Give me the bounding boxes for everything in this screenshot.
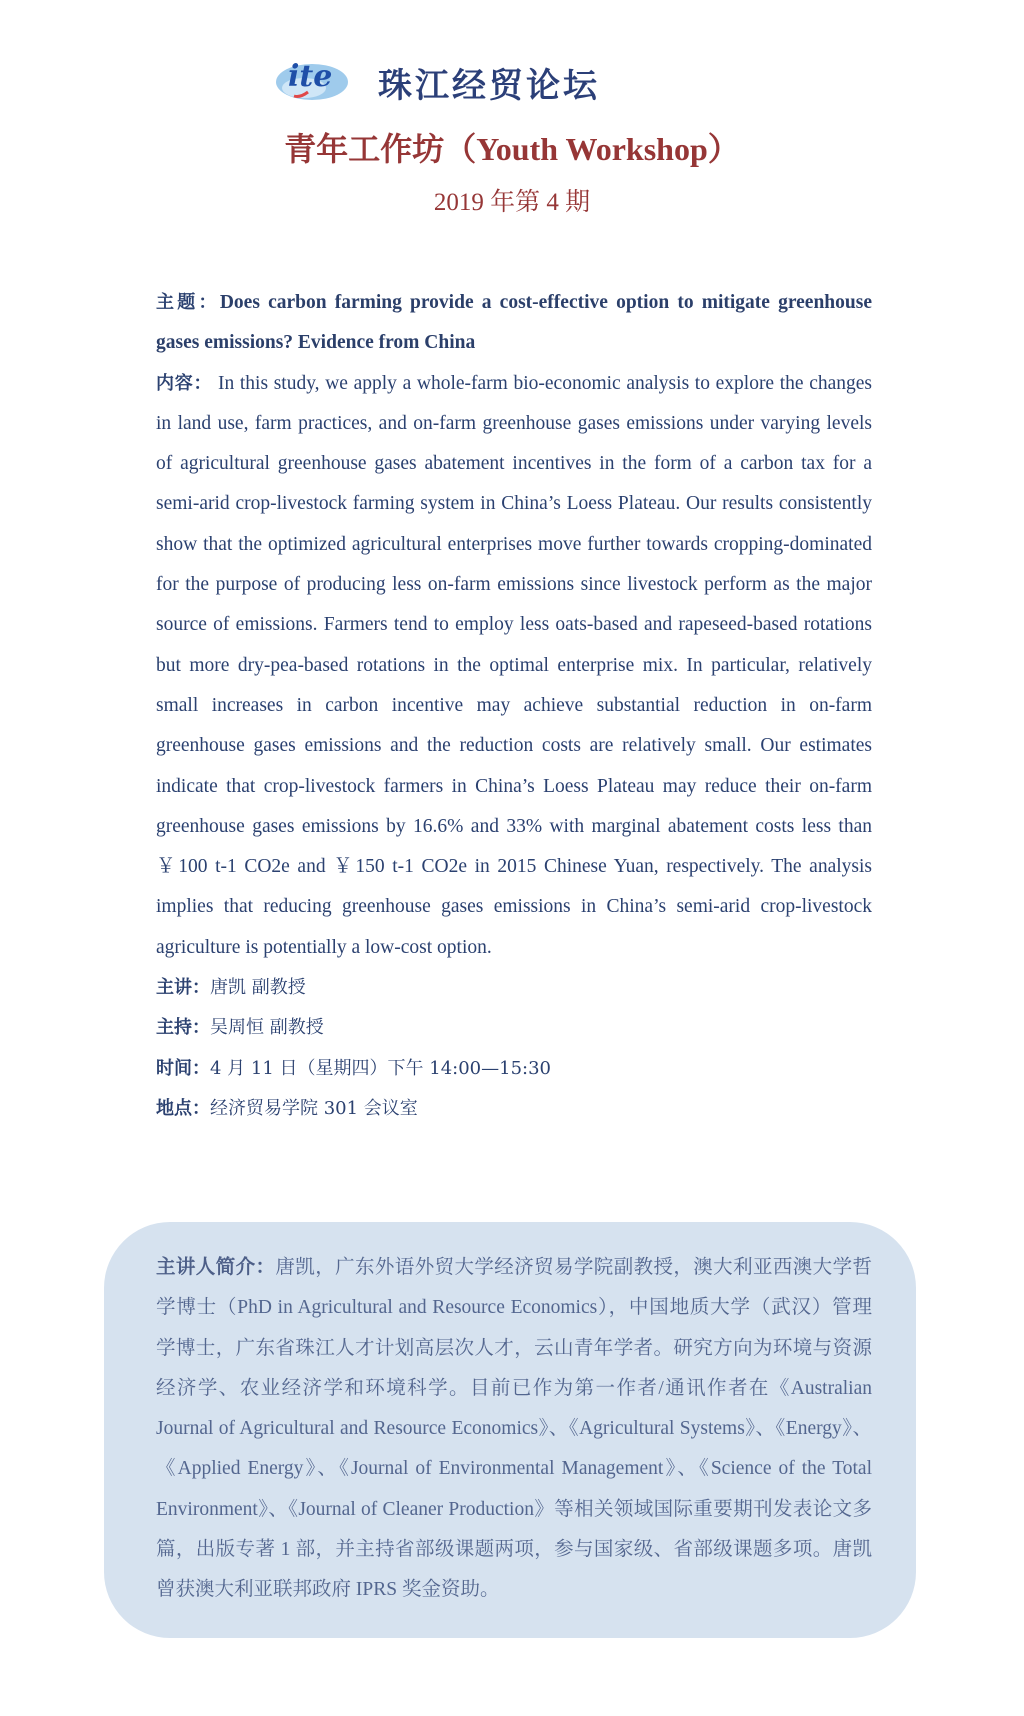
forum-title: 珠江经贸论坛 — [378, 66, 600, 106]
issue-number: 2019 年第 4 期 — [433, 189, 591, 216]
logo-text: ite — [288, 59, 333, 94]
host-value: 吴周恒 副教授 — [210, 1017, 324, 1039]
topic-paragraph — [156, 283, 872, 364]
content-text: In this study, we apply a whole-farm bio-economic analysis to explore the changes in land use, farm practices, and on-farm greenhouse gases emissions under varying levels of agricultural greenhouse gases abatement incentives in the form of a carbon tax for a semi-arid crop-livestock farming system in China’s Loess Plateau. Our results consistently show that the optimized agricultural enterprises move further towards cropping-dominated for the purpose of producing less on-farm emissions since livestock perform as the major source of emissions. Farmers tend to employ less oats-based and rapeseed-based rotations but more dry-pea-based rotations in the optimal enterprise mix. In particular, relatively small increases in carbon incentive may achieve substantial reduction in on-farm greenhouse gases emissions and the reduction costs are relatively small. Our estimates indicate that crop-livestock farmers in China’s Loess Plateau may reduce their on-farm greenhouse gases emissions by 16.6% and 33% with marginal abatement costs less than ￥100 t-1 CO2e and ￥150 t-1 CO2e in 2015 Chinese Yuan, respectively. The analysis implies that reducing greenhouse gases emissions in China’s semi-arid crop-livestock agriculture is potentially a low-cost option. — [156, 372, 873, 958]
venue-line — [156, 1089, 872, 1129]
topic-label: 主题： — [156, 292, 220, 313]
time-value: 4 月 11 日（星期四）下午 14:00—15:30 — [210, 1057, 551, 1079]
time-label: 时间： — [156, 1057, 210, 1079]
venue-value: 经济贸易学院 301 会议室 — [210, 1097, 418, 1119]
topic-text: Does carbon farming provide a cost-effective option to mitigate greenhouse gases emissions? Evidence from China — [156, 292, 872, 354]
talk-details — [156, 283, 872, 1129]
speaker-label: 主讲： — [156, 977, 210, 999]
bio-label: 主讲人简介： — [156, 1257, 276, 1278]
header — [0, 52, 1024, 112]
venue-label: 地点： — [156, 1097, 210, 1119]
itl-logo-icon — [274, 52, 352, 104]
speaker-bio — [156, 1248, 872, 1611]
content-label: 内容： — [156, 372, 213, 394]
time-line — [156, 1049, 872, 1089]
content-paragraph — [156, 364, 872, 968]
host-line — [156, 1008, 872, 1048]
bio-text: 唐凯，广东外语外贸大学经济贸易学院副教授，澳大利亚西澳大学哲学博士（PhD in Agricultural and Resource Economics），中国地质大学（武汉）管理学博士，广东省珠江人才计划高层次人才，云山青年学者。研究方向为环境与资源经济学、农业经济学和环境科学。目前已作为第一作者/通讯作者在《Australian Journal of Agricultural and Resource Economics》、《Agricultural Systems》、《Energy》、《Applied Energy》、《Journal of Environmental Management》、《Science of the Total Environment》、《Journal of Cleaner Production》等相关领域国际重要期刊发表论文多篇，出版专著 1 部，并主持省部级课题两项，参与国家级、省部级课题多项。唐凯曾获澳大利亚联邦政府 IPRS 奖金资助。 — [156, 1257, 872, 1601]
host-label: 主持： — [156, 1017, 210, 1039]
speaker-value: 唐凯 副教授 — [210, 977, 306, 999]
speaker-line — [156, 968, 872, 1008]
workshop-title: 青年工作坊（Youth Workshop） — [284, 131, 740, 167]
